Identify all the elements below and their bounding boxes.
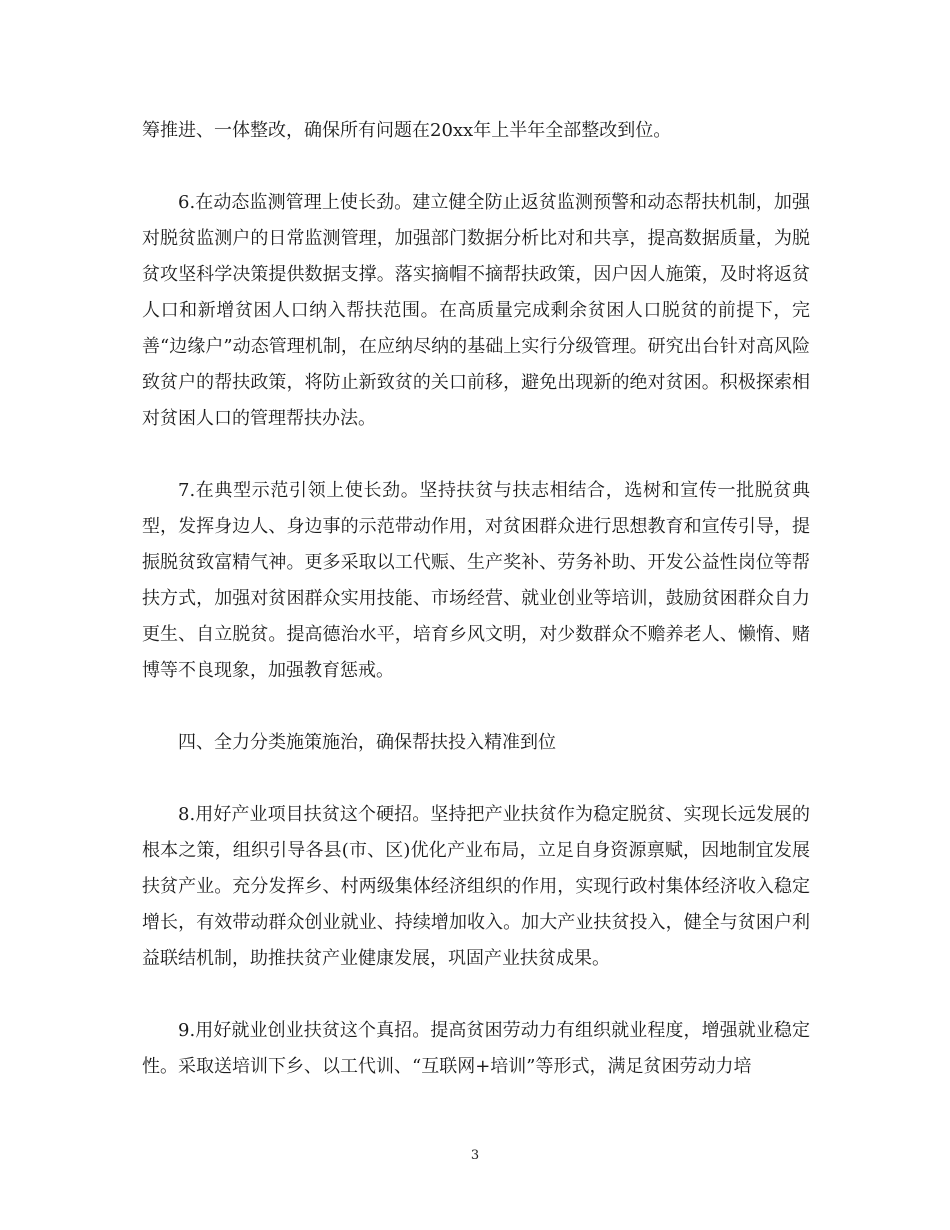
paragraph-item-6: 6.在动态监测管理上使长劲。建立健全防止返贫监测预警和动态帮扶机制，加强对脱贫监测户的日常监测管理，加强部门数据分析比对和共享，提高数据质量，为脱贫攻坚科学决策提供数据支撑。落实摘帽不摘帮扶政策，因户因人施策，及时将返贫人口和新增贫困人口纳入帮扶范围。在高质量完成剩余贫困人口脱贫的前提下，完善“边缘户”动态管理机制，在应纳尽纳的基础上实行分级管理。研究出台针对高风险致贫户的帮扶政策，将防止新致贫的关口前移，避免出现新的绝对贫困。积极探索相对贫困人口的管理帮扶办法。 — [142, 192, 810, 429]
paragraph-item-7: 7.在典型示范引领上使长劲。坚持扶贫与扶志相结合，选树和宣传一批脱贫典型，发挥身边人、身边事的示范带动作用，对贫困群众进行思想教育和宣传引导，提振脱贫致富精气神。更多采取以工代赈、生产奖补、劳务补助、开发公益性岗位等帮扶方式，加强对贫困群众实用技能、市场经营、就业创业等培训，鼓励贫困群众自力更生、自立脱贫。提高德治水平，培育乡风文明，对少数群众不赡养老人、懒惰、赌博等不良现象，加强教育惩戒。 — [142, 480, 810, 681]
paragraph-continuation: 筹推进、一体整改，确保所有问题在20xx年上半年全部整改到位。 — [142, 120, 672, 141]
section-heading-4: 四、全力分类施策施治，确保帮扶投入精准到位 — [178, 732, 556, 753]
page-number: 3 — [470, 1148, 480, 1163]
paragraph-item-9: 9.用好就业创业扶贫这个真招。提高贫困劳动力有组织就业程度，增强就业稳定性。采取送培训下乡、以工代训、“互联网+培训”等形式，满足贫困劳动力培 — [142, 1020, 810, 1077]
paragraph-item-8: 8.用好产业项目扶贫这个硬招。坚持把产业扶贫作为稳定脱贫、实现长远发展的根本之策，组织引导各县(市、区)优化产业布局，立足自身资源禀赋，因地制宜发展扶贫产业。充分发挥乡、村两级集体经济组织的作用，实现行政村集体经济收入稳定增长，有效带动群众创业就业、持续增加收入。加大产业扶贫投入，健全与贫困户利益联结机制，助推扶贫产业健康发展，巩固产业扶贫成果。 — [142, 804, 810, 969]
